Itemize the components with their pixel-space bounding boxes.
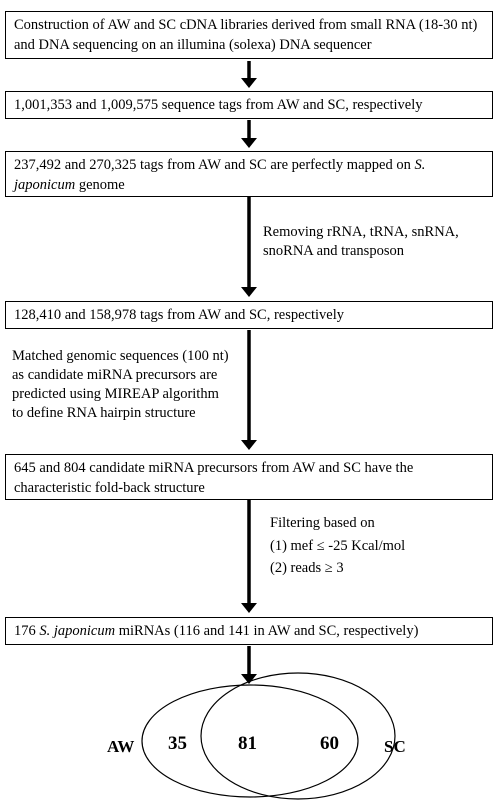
note-filtering-criterion-2: (2) reads ≥ 3 <box>270 560 344 576</box>
note-filtering <box>270 514 480 578</box>
arrowhead-2 <box>241 138 257 148</box>
venn-circle-sc <box>201 673 395 799</box>
venn-count-aw-only: 35 <box>168 733 187 754</box>
venn-count-overlap: 81 <box>238 733 257 754</box>
arrowhead-3 <box>241 287 257 297</box>
note-precursor-prediction: Matched genomic sequences (100 nt) as candidate miRNA precursors are predicted using MIREAP algorithm to define RNA hairpin structure <box>12 348 229 421</box>
note-rna-removal: Removing rRNA, tRNA, snRNA, snoRNA and transposon <box>263 224 459 259</box>
step-3-species: S. japonicum <box>14 157 426 193</box>
venn-label-sc: SC <box>384 737 406 756</box>
step-box-3 <box>5 151 493 197</box>
arrowhead-4 <box>241 440 257 450</box>
step-3-text: 237,492 and 270,325 tags from AW and SC are perfectly mapped on <box>14 157 415 173</box>
step-6-text-end: miRNAs (116 and 141 in AW and SC, respectively) <box>115 623 419 639</box>
note-filtering-title: Filtering based on <box>270 515 375 531</box>
step-1-text: Construction of AW and SC cDNA libraries derived from small RNA (18-30 nt) and DNA sequencing on an illumina (solexa) DNA sequencer <box>14 17 478 53</box>
step-4-text: 128,410 and 158,978 tags from AW and SC, respectively <box>14 307 345 323</box>
step-box-5 <box>5 454 493 500</box>
step-box-1 <box>5 11 493 59</box>
step-box-4 <box>5 301 493 329</box>
note-filtering-criterion-1: (1) mef ≤ -25 Kcal/mol <box>270 538 406 554</box>
step-box-2 <box>5 91 493 119</box>
step-6-text: 176 <box>14 623 40 639</box>
step-2-text: 1,001,353 and 1,009,575 sequence tags from AW and SC, respectively <box>14 97 423 113</box>
venn-label-aw: AW <box>107 737 135 756</box>
arrowhead-1 <box>241 78 257 88</box>
venn-count-sc-only: 60 <box>320 733 339 754</box>
step-6-species: S. japonicum <box>39 623 116 639</box>
step-3-text-end: genome <box>75 177 125 193</box>
step-5-text: 645 and 804 candidate miRNA precursors from AW and SC have the characteristic fold-back structure <box>14 460 414 496</box>
arrowhead-5 <box>241 603 257 613</box>
step-box-6 <box>5 617 493 645</box>
